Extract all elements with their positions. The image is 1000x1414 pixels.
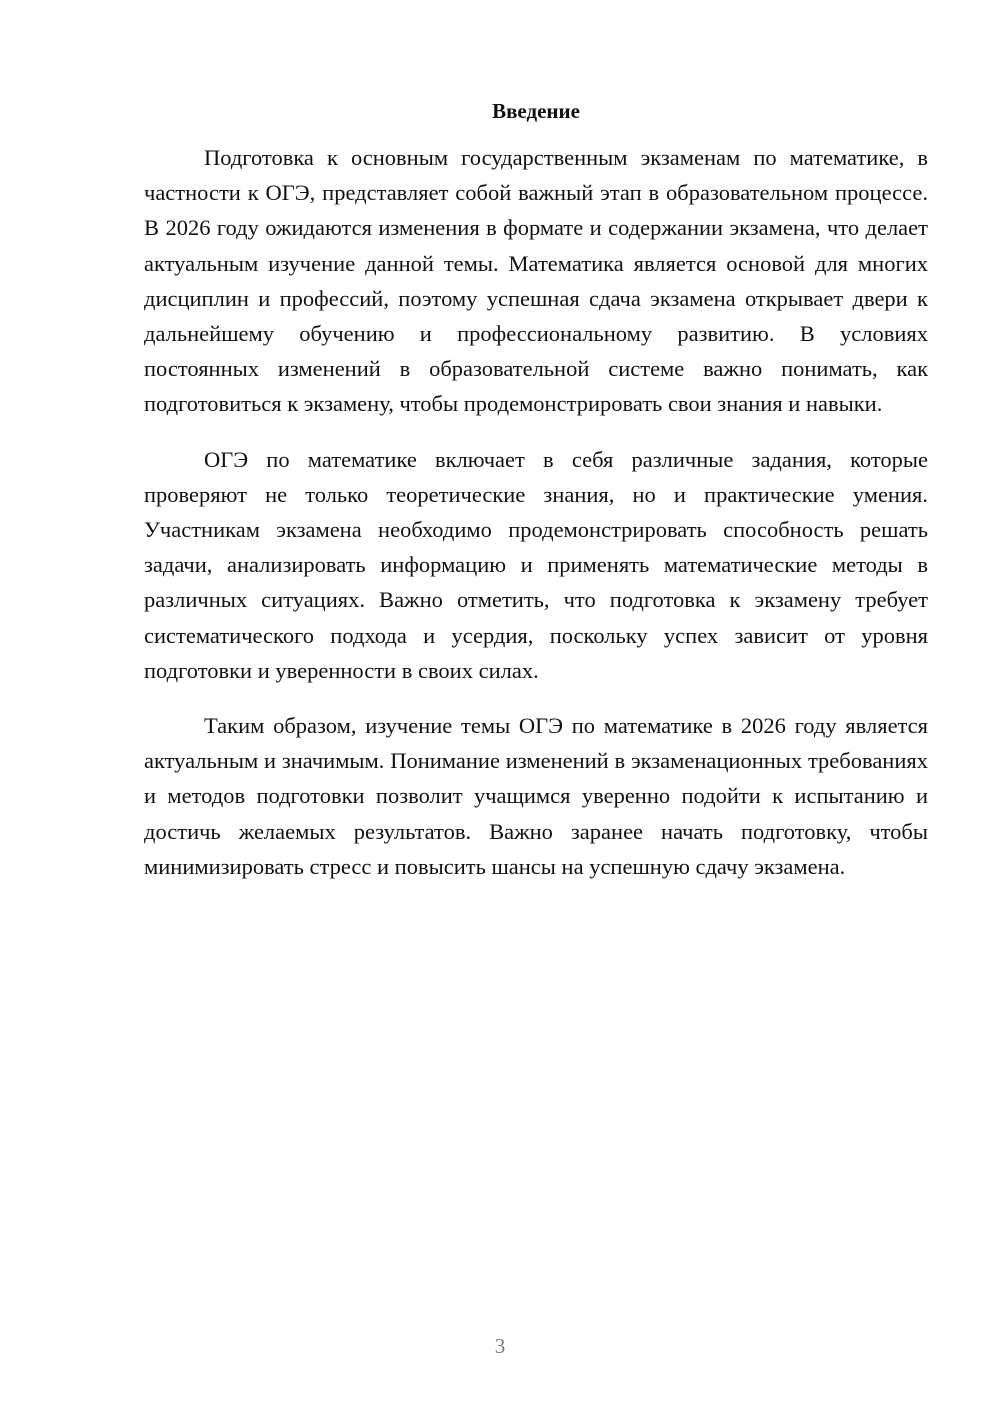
section-title: Введение [492,99,580,123]
page-number: 3 [494,1334,506,1358]
page-content [144,96,928,904]
paragraph-1: Подготовка к основным государственным экзаменам по математике, в частности к ОГЭ, представляет собой важный этап в образовательном процессе. В 2026 году ожидаются изменения в формате и содержании экзамена, что делает актуальным изучение данной темы. Математика является основой для многих дисциплин и профессий, поэтому успешная сдача экзамена открывает двери к дальнейшему обучению и профессиональному развитию. В условиях постоянных изменений в образовательной системе важно понимать, как подготовиться к экзамену, чтобы продемонстрировать свои знания и навыки. [144,145,928,417]
paragraph-2: ОГЭ по математике включает в себя различные задания, которые проверяют не только теоретические знания, но и практические умения. Участникам экзамена необходимо продемонстрировать способность решать задачи, анализировать информацию и применять математические методы в различных ситуациях. Важно отметить, что подготовка к экзамену требует систематического подхода и усердия, поскольку успех зависит от уровня подготовки и уверенности в своих силах. [144,446,928,683]
paragraph-3: Таким образом, изучение темы ОГЭ по математике в 2026 году является актуальным и значимым. Понимание изменений в экзаменационных требованиях и методов подготовки позволит учащимся уверенно подойти к испытанию и достичь желаемых результатов. Важно заранее начать подготовку, чтобы минимизировать стресс и повысить шансы на успешную сдачу экзамена. [144,713,928,879]
